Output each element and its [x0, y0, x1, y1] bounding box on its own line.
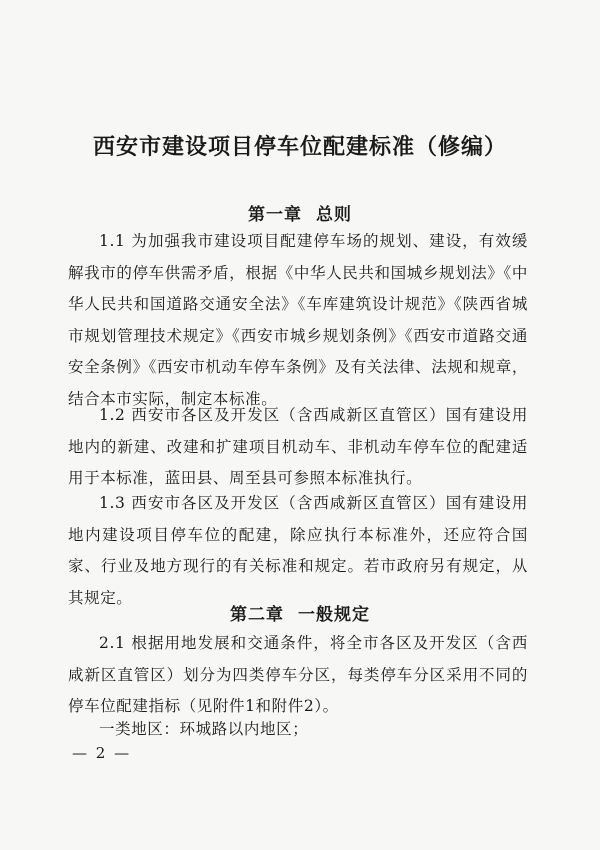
paragraph-1-1: 1.1 为加强我市建设项目配建停车场的规划、建设，有效缓解我市的停车供需矛盾，根据《中华人民共和国城乡规划法》《中华人民共和国道路交通安全法》《车库建筑设计规范》《陕西省城市规划管理技术规定》《西安市城乡规划条例》《西安市道路交通安全条例》《西安市机动车停车条例》及有关法律、法规和规章，结合本市实际，制定本标准。 — [68, 232, 528, 408]
paragraph-class-one: 一类地区：环城路以内地区； — [99, 720, 309, 738]
chapter-1-number: 第一章 — [248, 205, 302, 225]
paragraph-1-3: 1.3 西安市各区及开发区（含西咸新区直管区）国有建设用地内建设项目停车位的配建，除应执行本标准外，还应符合国家、行业及地方现行的有关标准和规定。若市政府另有规定，从其规定。 — [68, 494, 528, 607]
paragraph-1-2: 1.2 西安市各区及开发区（含西咸新区直管区）国有建设用地内的新建、改建和扩建项目机动车、非机动车停车位的配建适用于本标准，蓝田县、周至县可参照本标准执行。 — [68, 406, 528, 488]
page-number: — 2 — — [72, 744, 132, 762]
document-title: 西安市建设项目停车位配建标准（修编） — [92, 134, 507, 160]
chapter-1-heading — [0, 200, 600, 225]
chapter-2-name: 一般规定 — [298, 605, 370, 625]
paragraph-2-1: 2.1 根据用地发展和交通条件，将全市各区及开发区（含西咸新区直管区）划分为四类停车分区，每类停车分区采用不同的停车位配建指标（见附件1和附件2）。 — [68, 634, 528, 716]
chapter-2-number: 第二章 — [230, 605, 284, 625]
chapter-1-name: 总则 — [316, 205, 352, 225]
chapter-2-heading — [0, 600, 600, 625]
